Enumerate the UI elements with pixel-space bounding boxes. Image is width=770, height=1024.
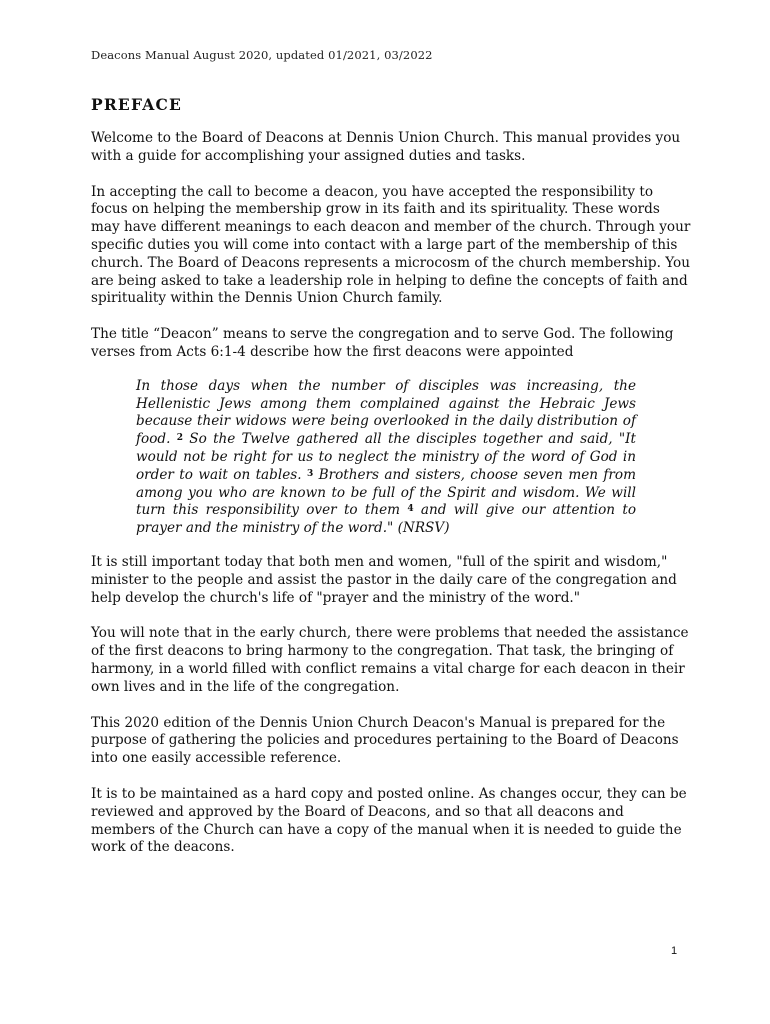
paragraph-edition: This 2020 edition of the Dennis Union Church Deacon's Manual is prepared for the purpose of gathering the policies and procedures pertaining to the Board of Deacons into one easily accessible reference. bbox=[91, 714, 679, 767]
quote-text-2: So the Twelve gathered all the disciples together and said, "It would not be right for us to neglect the ministry of the word of God in order to wait on tables. bbox=[136, 431, 636, 483]
running-header: Deacons Manual August 2020, updated 01/2021, 03/2022 bbox=[91, 48, 433, 62]
preface-body bbox=[91, 130, 691, 875]
quote-text-3: Brothers and sisters, choose seven men from among you who are known to be full of the Spirit and wisdom. We will turn this responsibility over to them bbox=[136, 466, 636, 519]
page-number: 1 bbox=[671, 945, 678, 957]
quote-text-4: and will give our attention to prayer and the ministry of the word." (NRSV) bbox=[136, 502, 637, 537]
paragraph-deacon-title: The title “Deacon” means to serve the congregation and to serve God. The following verses from Acts 6:1-4 describe how the first deacons were appointed bbox=[91, 326, 674, 360]
paragraph-welcome: Welcome to the Board of Deacons at Dennis Union Church. This manual provides you with a guide for accomplishing your assigned duties and tasks. bbox=[91, 130, 681, 164]
paragraph-calling: In accepting the call to become a deacon, you have accepted the responsibility to focus on helping the membership grow in its faith and its spirituality. These words may have different meanings to each deacon and member of the church. Through your specific duties you will come into contact with a large part of the membership of this church. The Board of Deacons represents a microcosm of the church membership. You are being asked to take a leadership role in helping to define the concepts of faith and spirituality within the Dennis Union Church family. bbox=[91, 183, 691, 307]
quote-text-1: In those days when the number of disciples was increasing, the Hellenistic Jews among them complained against the Hebraic Jews because their widows were being overlooked in the daily distribution of food. bbox=[136, 377, 636, 448]
verse-number-4: 4 bbox=[407, 504, 414, 515]
paragraph-importance: It is still important today that both men and women, "full of the spirit and wisdom," minister to the people and assist the pastor in the daily care of the congregation and help develop the church's life of "prayer and the ministry of the word." bbox=[91, 553, 677, 606]
section-title: PREFACE bbox=[91, 95, 183, 114]
verse-number-2: 2 bbox=[176, 433, 183, 444]
paragraph-harmony: You will note that in the early church, there were problems that needed the assistance of the first deacons to bring harmony to the congregation. That task, the bringing of harmony, in a world filled with conflict remains a vital charge for each deacon in their own lives and in the life of the congregation. bbox=[91, 625, 689, 695]
scripture-quote bbox=[136, 378, 636, 538]
verse-number-3: 3 bbox=[306, 468, 314, 479]
paragraph-maintenance: It is to be maintained as a hard copy and posted online. As changes occur, they can be reviewed and approved by the Board of Deacons, and so that all deacons and members of the Church can have a copy of the manual when it is needed to guide the work of the deacons. bbox=[91, 785, 687, 856]
